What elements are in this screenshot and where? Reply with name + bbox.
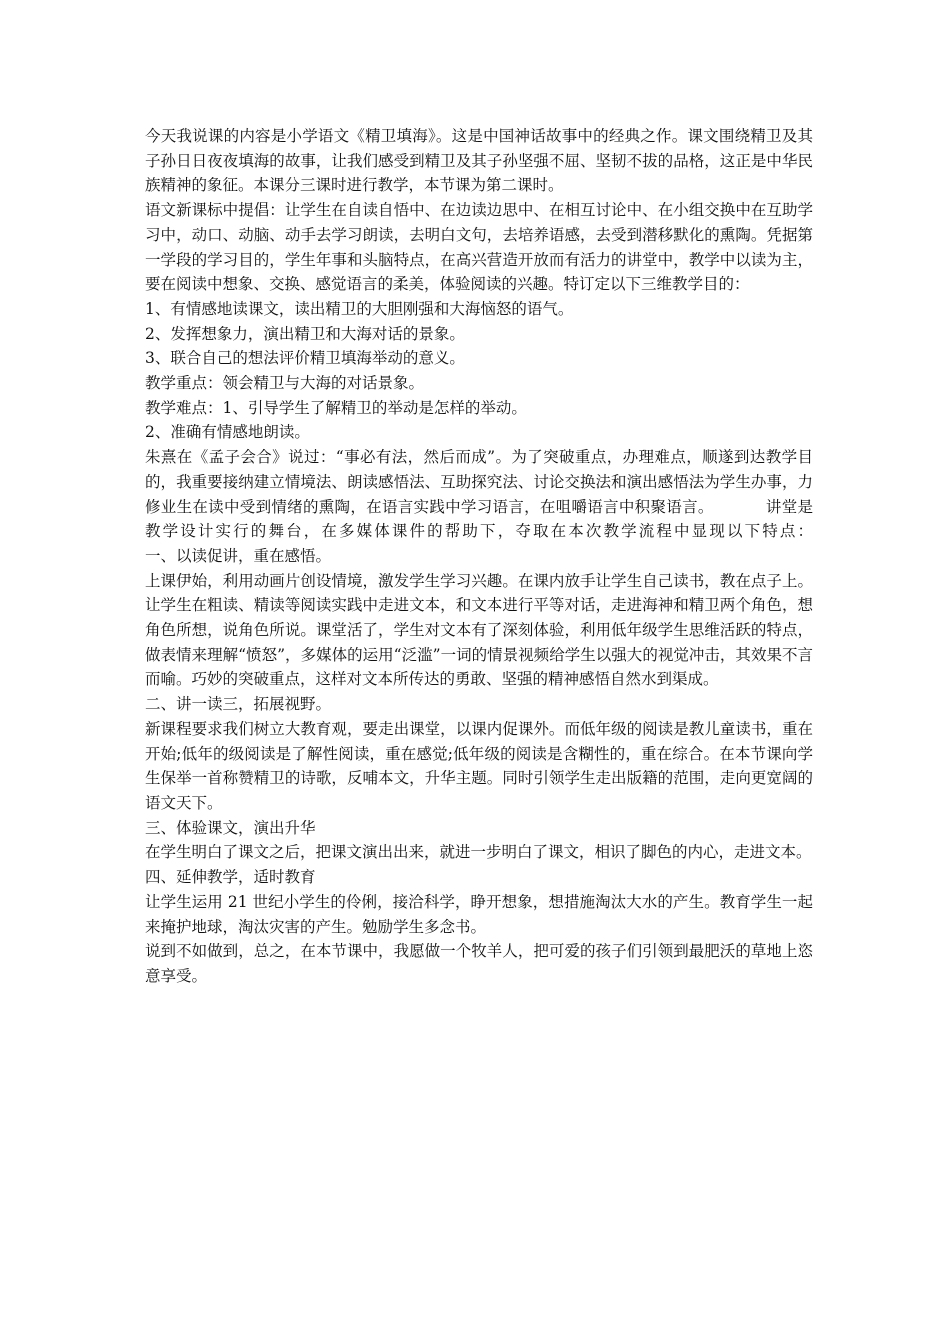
teaching-difficulty-2: 2、准确有情感地朗读。 (145, 423, 310, 442)
paragraph-methods: 朱熹在《孟子会合》说过：“事必有法，然后而成”。为了突破重点，办理难点，顺遂到达教学目的，我重要接纳建立情境法、朗读感悟法、互助探究法、讨论交换法和演出感悟法为学生办事，力修业生在读中受到情绪的熏陶，在语言实践中学习语言，在咀嚼语言中积聚语言。 讲堂是教学设计实行的舞台，在多媒体课件的帮助下，夺取在本次教学流程中显现以下特点： 一、以读促讲，重在感悟。 (145, 448, 863, 565)
paragraph-conclusion: 说到不如做到，总之，在本节课中，我愿做一个牧羊人，把可爱的孩子们引领到最肥沃的草地上恣意享受。 (145, 942, 813, 985)
section-heading-4: 四、延伸教学，适时教育 (145, 868, 316, 887)
section-heading-2: 二、讲一读三，拓展视野。 (145, 695, 332, 714)
goal-item-3: 3、联合自己的想法评价精卫填海举动的意义。 (145, 349, 465, 368)
paragraph-intro: 今天我说课的内容是小学语文《精卫填海》。这是中国神话故事中的经典之作。课文围绕精卫及其子孙日日夜夜填海的故事，让我们感受到精卫及其子孙坚强不屈、坚韧不拔的品格，这正是中华民族精神的象征。本课分三课时进行教学，本节课为第二课时。 (145, 127, 813, 195)
paragraph-section-2: 新课程要求我们树立大教育观，要走出课堂，以课内促课外。而低年级的阅读是教儿童读书，重在开始;低年的级阅读是了解性阅读，重在感觉;低年级的阅读是含糊性的，重在综合。在本节课向学生保举一首称赞精卫的诗歌，反哺本文，升华主题。同时引领学生走出版籍的范围，走向更宽阔的语文天下。 (145, 719, 813, 812)
section-heading-3: 三、体验课文，演出升华 (145, 818, 316, 837)
goal-item-1: 1、有情感地读课文，读出精卫的大胆刚强和大海恼怒的语气。 (145, 299, 574, 318)
teaching-difficulty: 教学难点：1、引导学生了解精卫的举动是怎样的举动。 (145, 398, 527, 417)
paragraph-curriculum: 语文新课标中提倡：让学生在自读自悟中、在边读边思中、在相互讨论中、在小组交换中在互助学习中，动口、动脑、动手去学习朗读，去明白文句，去培养语感，去受到潜移默化的熏陶。凭据第一学段的学习目的，学生年事和头脑特点，在高兴营造开放而有活力的讲堂中，教学中以读为主，要在阅读中想象、交换、感觉语言的柔美，体验阅读的兴趣。特订定以下三维教学目的： (145, 201, 813, 294)
paragraph-section-1: 上课伊始，利用动画片创设情境，激发学生学习兴趣。在课内放手让学生自己读书，教在点子上。让学生在粗读、精读等阅读实践中走进文本，和文本进行平等对话，走进海神和精卫两个角色，想角色所想，说角色所说。课堂活了，学生对文本有了深刻体验，利用低年级学生思维活跃的特点，做表情来理解“愤怒”，多媒体的运用“泛滥”一词的情景视频给学生以强大的视觉冲击，其效果不言而喻。巧妙的突破重点，这样对文本所传达的勇敢、坚强的精神感悟自然水到渠成。 (145, 571, 813, 689)
paragraph-section-3: 在学生明白了课文之后，把课文演出出来，就进一步明白了课文，相识了脚色的内心，走进文本。 (145, 843, 812, 862)
document-body (145, 124, 863, 989)
teaching-focus: 教学重点：领会精卫与大海的对话景象。 (145, 374, 425, 393)
goal-item-2: 2、发挥想象力，演出精卫和大海对话的景象。 (145, 324, 465, 343)
paragraph-section-4: 让学生运用 21 世纪小学生的伶俐，接洽科学，睁开想象，想措施淘汰大水的产生。教育学生一起来掩护地球，淘汰灾害的产生。勉励学生多念书。 (145, 892, 813, 936)
